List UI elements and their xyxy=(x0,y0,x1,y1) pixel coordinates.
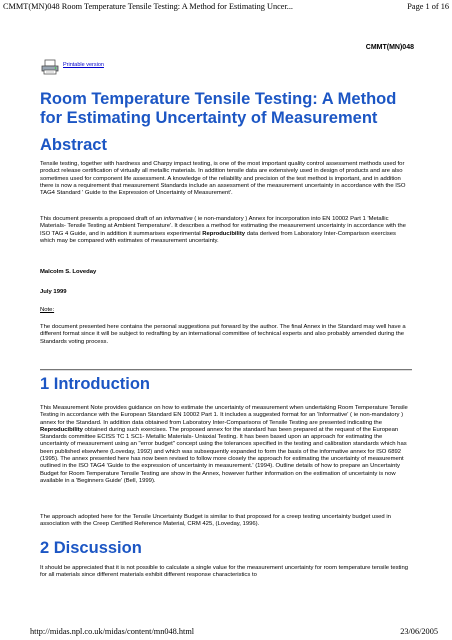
page-title: Room Temperature Tensile Testing: A Method for Estimating Uncertainty of Measurement xyxy=(40,90,397,127)
note-text: The document presented here contains the personal suggestions put forward by the author. The final Annex in the Standard may well have a different format since it will be subject to redrafting by an international committee of technical experts and also probably amended during the Standards voting process. xyxy=(40,324,406,345)
introduction-paragraph-2: The approach adopted here for the Tensile Uncertainty Budget is similar to that proposed for a creep testing uncertainty budget used in association with the Creep Certified Reference Material, CRM 425, (Loveday, 1996). xyxy=(40,514,391,528)
abstract-heading: Abstract xyxy=(40,136,107,154)
author-name: Malcolm S. Loveday xyxy=(40,269,97,275)
print-footer-url: http://midas.npl.co.uk/midas/content/mn048.html xyxy=(30,627,195,636)
print-header xyxy=(0,0,452,14)
publication-date: July 1999 xyxy=(40,289,67,295)
print-header-page: Page 1 of 16 xyxy=(407,2,449,11)
introduction-paragraph-1: This Measurement Note provides guidance on how to estimate the uncertainty of measurement when undertaking Room Temperature Tensile Testing in accordance with the European Standard EN 10002 Part 1. It includes a suggested format for an 'Informative' ( ie non-mandatory ) annex for the Standard. In addition data obtained from Laboratory Inter-Comparisons of Tensile Testing are presented indicating the Reproducibility obtained during such exercises. The proposed annex for the standard has been prepared at the request of the European Standards committee ECISS TC 1 SC1- Metallic Materials- Uniaxial Testing. It has been based upon an approach for estimating the uncertainty of measurement using an "error budget" concept using the tolerances specified in the testing and calibration standards which has been published elsewhere (Loveday, 1992) and which was subsequently expanded to form the basis of the informative annex for ISO 6892 (1995). The annex presented here has now been revised to follow more closely the approach for estimating the uncertainty of measurement outlined in the ISO TAG4 'Guide to the expression of uncertainty in measurement.' (1994). Outline details of how to prepare an Uncertainty Budget for Room Temperature Tensile Testing are show in the Annex, however further information on the estimation of uncertainty is now available in a 'Beginners Guide' (Bell, 1999). xyxy=(40,405,408,484)
printer-icon[interactable] xyxy=(40,59,60,75)
printable-version-link-row[interactable] xyxy=(40,58,104,76)
abstract-paragraph-2: This document presents a proposed draft of an informative ( ie non-mandatory ) Annex for incorporation into EN 10002 Part 1 'Metallic Materials- Tensile Testing at Ambient Temperature'. It describes a method for estimating the measurement uncertainty in accordance with the ISO TAG 4 Guide, and in addition it summarises experimental Reproducibility data derived from Laboratory Inter-Comparison exercises which may be compared with estimates of measurement uncertainty. xyxy=(40,216,406,244)
discussion-heading: 2 Discussion xyxy=(40,539,142,557)
printable-version-link[interactable]: Printable version xyxy=(63,62,104,68)
print-header-title: CMMT(MN)048 Room Temperature Tensile Testing: A Method for Estimating Uncer... xyxy=(3,2,293,11)
introduction-heading: 1 Introduction xyxy=(40,375,150,393)
abstract-paragraph-1: Tensile testing, together with hardness and Charpy impact testing, is one of the most important quality control assessment methods used for product release certification of virtually all metallic materials. In addition tensile data are extensively used in design of products and are also sometimes used for component life assessment. A knowledge of the reliability and precision of the test method is important, and in addition there is now a requirement that measurement Standards include an assessment of the measurement uncertainty in accordance with the ISO TAG4 Standard ' Guide to the Expression of Uncertainty of Measurement'. xyxy=(40,161,406,197)
section-divider xyxy=(40,369,412,371)
note-label: Note: xyxy=(40,307,55,313)
discussion-paragraph-1: It should be appreciated that it is not possible to calculate a single value for the measurement uncertainty for room temperature tensile testing for all materials since different materials exhibit different response characteristics to xyxy=(40,565,409,579)
print-footer xyxy=(0,625,452,639)
print-footer-date: 23/06/2005 xyxy=(400,627,438,636)
document-code: CMMT(MN)048 xyxy=(365,44,414,51)
